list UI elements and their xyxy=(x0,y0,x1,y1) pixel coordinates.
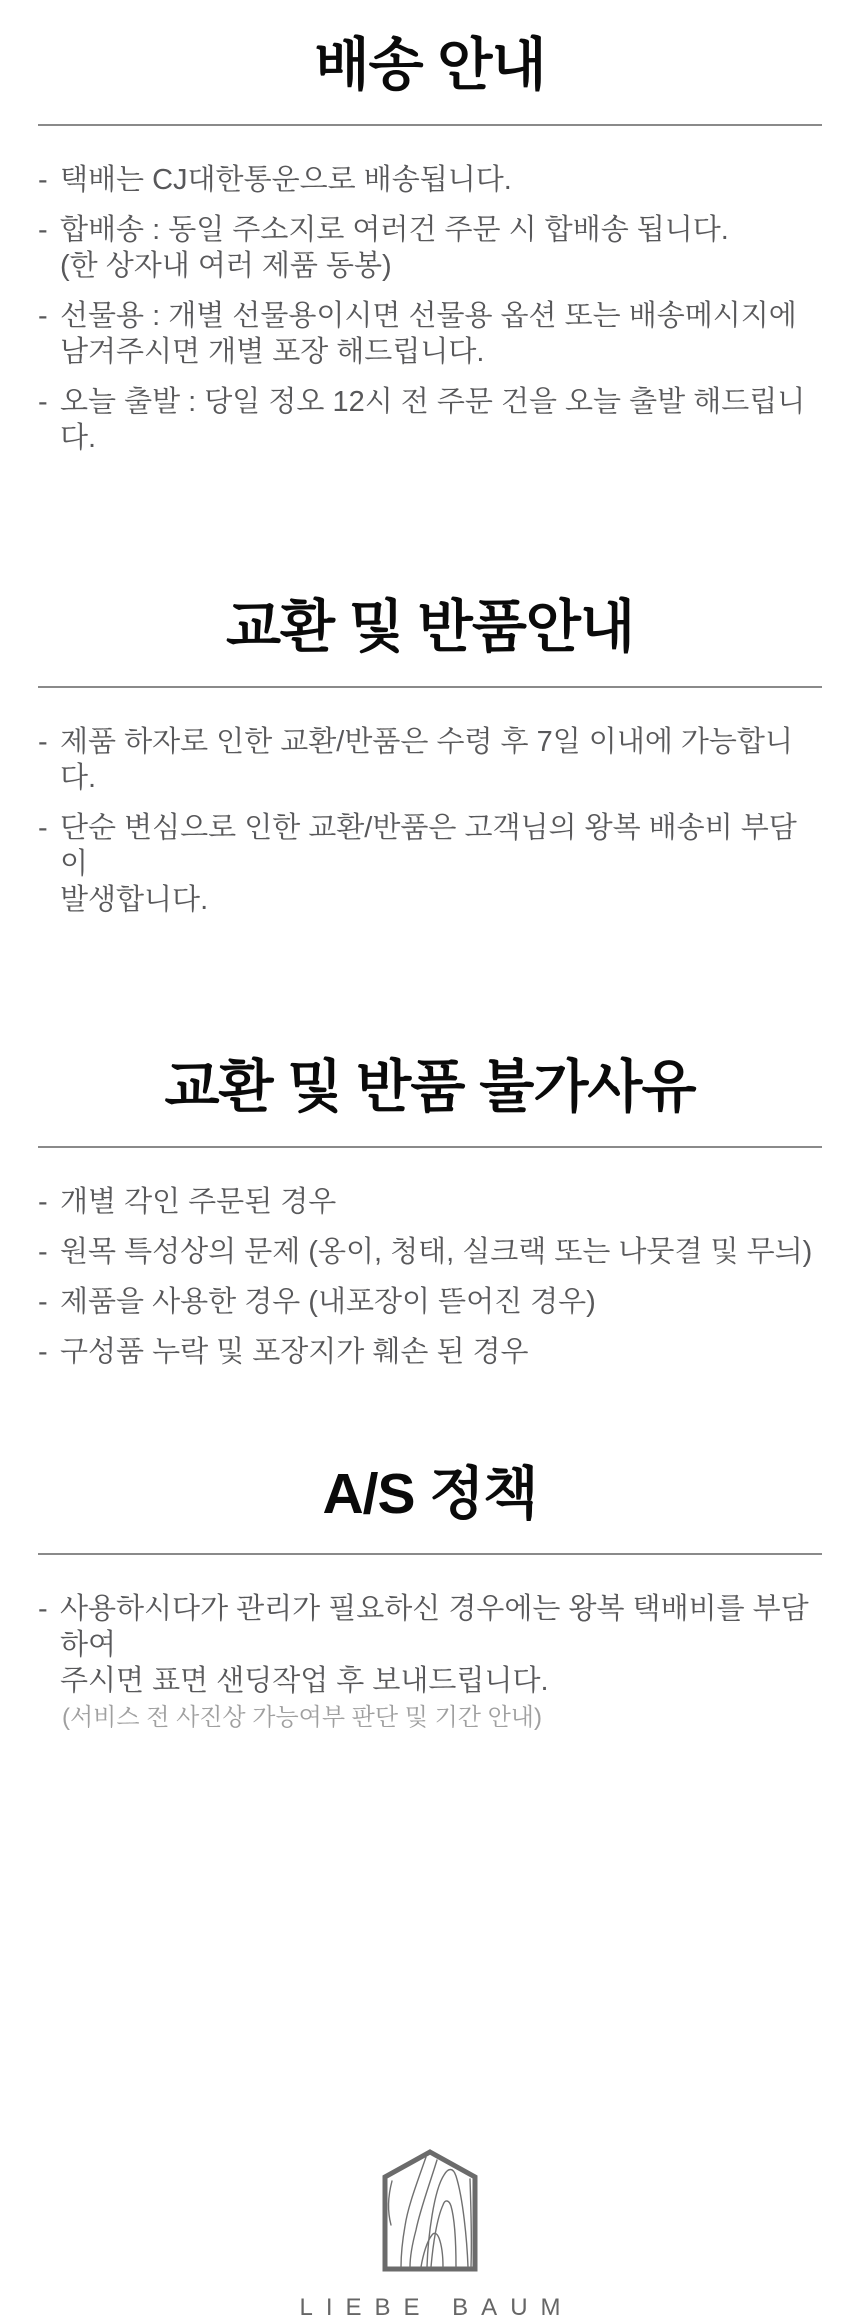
section-divider xyxy=(38,1146,822,1148)
policy-item xyxy=(38,724,822,796)
policy-item xyxy=(38,162,822,198)
bullet-dash: - xyxy=(38,164,48,196)
section-title: 배송 안내 xyxy=(314,33,546,97)
policy-item xyxy=(38,1184,822,1220)
brand-footer xyxy=(38,2148,822,2322)
section-divider xyxy=(38,686,822,688)
policy-item-text: 선물용 : 개별 선물용이시면 선물용 옵션 또는 배송메시지에 남겨주시면 개별 포장 해드립니다. xyxy=(60,300,797,368)
section-items xyxy=(38,724,822,918)
policy-item-text: 개별 각인 주문된 경우 xyxy=(60,1186,337,1218)
section-shipping xyxy=(38,0,822,456)
section-no-exchange-reasons xyxy=(38,1056,822,1370)
bullet-dash: - xyxy=(38,1593,48,1625)
policy-item xyxy=(38,1284,822,1320)
bullet-dash: - xyxy=(38,726,48,758)
section-items xyxy=(38,162,822,456)
policy-item-text: 합배송 : 동일 주소지로 여러건 주문 시 합배송 됩니다. (한 상자내 여러 제품 동봉) xyxy=(60,214,729,282)
policy-item xyxy=(38,298,822,370)
policy-item xyxy=(38,1334,822,1370)
section-as-policy xyxy=(38,1463,822,1736)
bullet-dash: - xyxy=(38,812,48,844)
policy-item-text: 구성품 누락 및 포장지가 훼손 된 경우 xyxy=(60,1336,529,1368)
section-items xyxy=(38,1591,822,1736)
policy-item-text: 오늘 출발 : 당일 정오 12시 전 주문 건을 오늘 출발 해드립니다. xyxy=(60,386,806,454)
policy-item-text: 제품을 사용한 경우 (내포장이 뜯어진 경우) xyxy=(60,1286,596,1318)
bullet-dash: - xyxy=(38,1336,48,1368)
house-woodgrain-logo-icon xyxy=(382,2148,478,2272)
policy-item-text: 원목 특성상의 문제 (옹이, 청태, 실크랙 또는 나뭇결 및 무늬) xyxy=(60,1236,813,1268)
section-title: 교환 및 반품 불가사유 xyxy=(164,1055,696,1119)
bullet-dash: - xyxy=(38,214,48,246)
policy-item xyxy=(38,212,822,284)
policy-item-note: (서비스 전 사진상 가능여부 판단 및 기간 안내) xyxy=(62,1704,542,1731)
policy-sections xyxy=(38,0,822,1736)
policy-item xyxy=(38,1234,822,1270)
policy-item-text: 사용하시다가 관리가 필요하신 경우에는 왕복 택배비를 부담하여 주시면 표면 샌딩작업 후 보내드립니다. (서비스 전 사진상 가능여부 판단 및 기간 안내) xyxy=(60,1591,822,1736)
bullet-dash: - xyxy=(38,300,48,332)
section-divider xyxy=(38,124,822,126)
policy-item xyxy=(38,810,822,918)
section-title: 교환 및 반품안내 xyxy=(225,595,635,659)
bullet-dash: - xyxy=(38,1286,48,1318)
bullet-dash: - xyxy=(38,386,48,418)
policy-item-text: 제품 하자로 인한 교환/반품은 수령 후 7일 이내에 가능합니다. xyxy=(60,726,793,794)
policy-item-text: 택배는 CJ대한통운으로 배송됩니다. xyxy=(60,164,512,196)
section-title: A/S 정책 xyxy=(322,1462,538,1526)
bullet-dash: - xyxy=(38,1186,48,1218)
section-divider xyxy=(38,1553,822,1555)
bullet-dash: - xyxy=(38,1236,48,1268)
section-items xyxy=(38,1184,822,1370)
brand-wordmark: LIEBE BAUM xyxy=(299,2294,574,2321)
section-exchange-return xyxy=(38,596,822,918)
policy-item xyxy=(38,1591,822,1736)
policy-item xyxy=(38,384,822,456)
policy-item-text: 단순 변심으로 인한 교환/반품은 고객님의 왕복 배송비 부담이 발생합니다. xyxy=(60,812,797,916)
